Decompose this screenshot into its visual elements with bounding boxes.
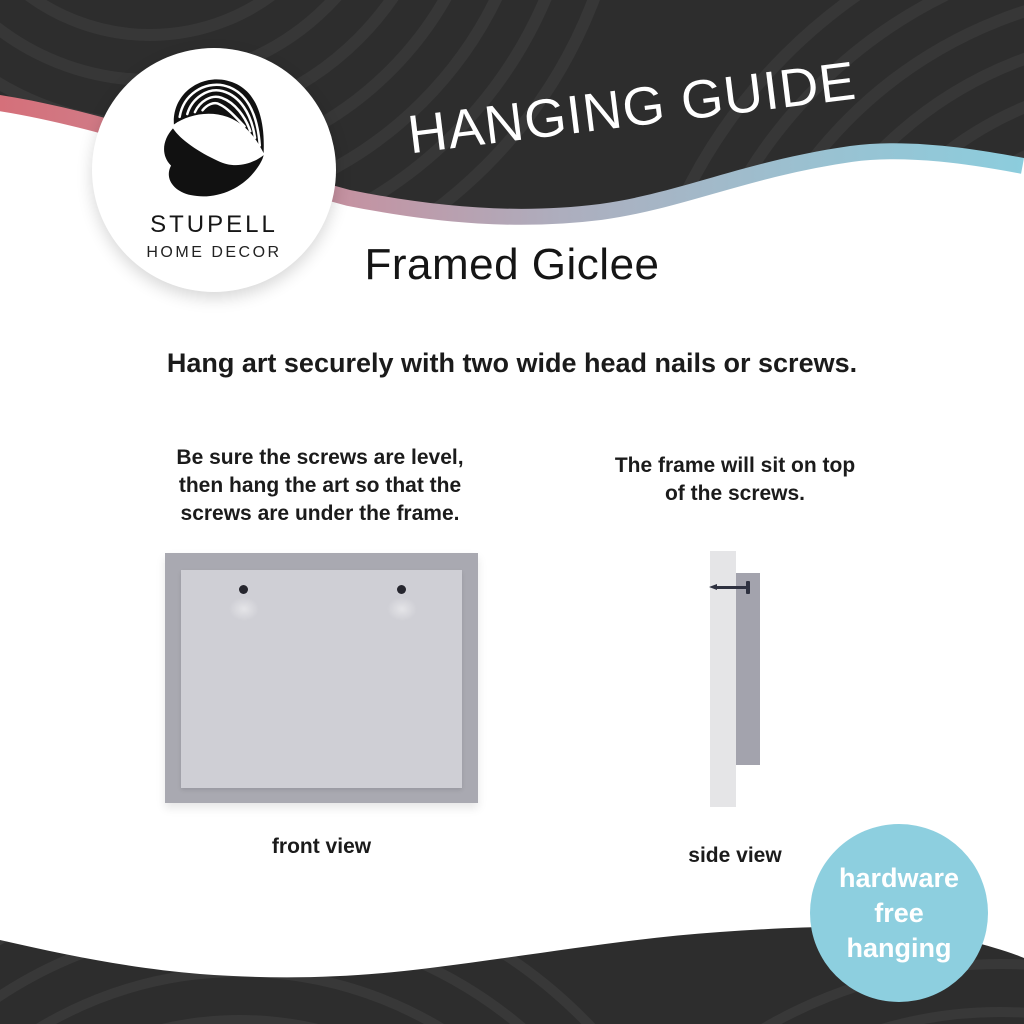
side-view-frame-bar	[736, 573, 760, 765]
brand-tagline: HOME DECOR	[146, 244, 282, 261]
nail-icon	[716, 586, 748, 589]
front-view-note-line: Be sure the screws are level,	[176, 446, 464, 469]
screw-highlight	[229, 597, 259, 621]
side-view-note-line: of the screws.	[664, 482, 806, 505]
front-view-note	[140, 444, 500, 528]
stupell-s-logo-icon	[160, 73, 268, 199]
product-title: Framed Giclee	[364, 240, 660, 289]
badge-line: hardware	[838, 862, 960, 893]
side-view-note	[595, 452, 875, 508]
instruction-text: Hang art securely with two wide head nails or screws.	[166, 348, 858, 378]
badge-line: free	[874, 897, 924, 928]
screw-highlight	[387, 597, 417, 621]
badge-line: hanging	[846, 932, 952, 963]
front-view-caption: front view	[271, 835, 372, 858]
side-view-note-line: The frame will sit on top	[614, 454, 856, 477]
hardware-free-badge	[810, 824, 988, 1002]
brand-name: STUPELL	[150, 211, 278, 238]
front-view-diagram	[165, 553, 478, 803]
screw-dot-left-icon	[239, 585, 248, 594]
screw-dot-right-icon	[397, 585, 406, 594]
front-view-note-line: then hang the art so that the	[178, 474, 462, 497]
nail-icon	[746, 581, 750, 594]
brand-logo-circle	[92, 48, 336, 292]
hanging-guide-title: HANGING GUIDE	[404, 50, 860, 166]
side-view-caption: side view	[688, 844, 782, 867]
frame-inner-panel	[181, 570, 462, 788]
front-view-note-line: screws are under the frame.	[180, 502, 460, 525]
